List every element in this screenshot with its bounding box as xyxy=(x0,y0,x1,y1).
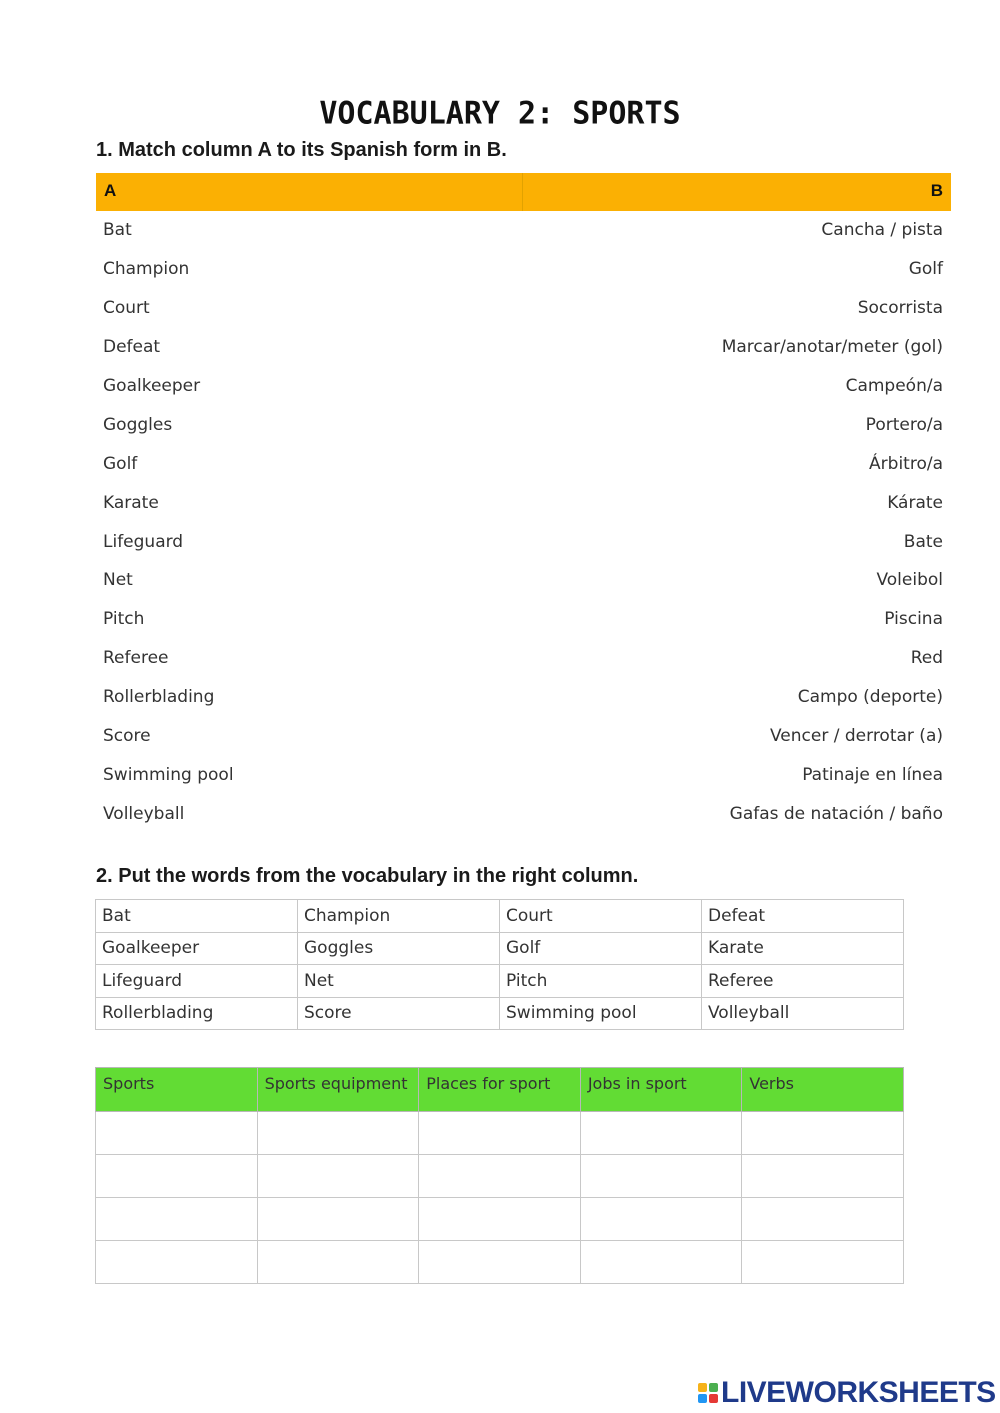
answer-cell[interactable] xyxy=(96,1198,258,1241)
word-bank-cell: Referee xyxy=(702,965,904,998)
answer-cell[interactable] xyxy=(257,1241,419,1284)
answer-cell[interactable] xyxy=(96,1155,258,1198)
match-row xyxy=(96,678,951,717)
word-bank-cell: Rollerblading xyxy=(96,997,298,1030)
spanish-word: Marcar/anotar/meter (gol) xyxy=(721,337,943,358)
word-bank-row xyxy=(96,965,904,998)
spanish-word: Patinaje en línea xyxy=(802,764,943,785)
page-title: VOCABULARY 2: SPORTS xyxy=(319,95,681,132)
word-bank-cell: Court xyxy=(500,900,702,933)
section2-heading: 2. Put the words from the vocabulary in the right column. xyxy=(96,865,639,887)
english-word: Referee xyxy=(103,648,169,669)
logo-square-2 xyxy=(709,1383,718,1392)
match-table xyxy=(96,173,951,833)
answer-cell[interactable] xyxy=(742,1241,904,1284)
word-bank-cell: Volleyball xyxy=(702,997,904,1030)
english-word: Volleyball xyxy=(103,803,185,824)
spanish-word: Golf xyxy=(908,259,943,280)
answer-cell[interactable] xyxy=(257,1198,419,1241)
word-bank-row xyxy=(96,932,904,965)
match-row xyxy=(96,717,951,756)
category-header: Jobs in sport xyxy=(580,1068,742,1112)
answer-cell[interactable] xyxy=(419,1198,581,1241)
column-b-header: B xyxy=(930,181,943,200)
english-word: Lifeguard xyxy=(103,531,184,552)
logo-square-4 xyxy=(709,1394,718,1403)
match-row xyxy=(96,328,951,367)
english-word: Karate xyxy=(103,492,159,513)
word-bank-table xyxy=(95,899,904,1030)
answer-cell[interactable] xyxy=(419,1112,581,1155)
english-word: Goggles xyxy=(103,414,173,435)
match-row xyxy=(96,639,951,678)
answer-row xyxy=(96,1198,904,1241)
spanish-word: Piscina xyxy=(884,609,943,630)
category-header: Sports xyxy=(96,1068,258,1112)
word-bank-cell: Golf xyxy=(500,932,702,965)
spanish-word: Vencer / derrotar (a) xyxy=(770,726,943,747)
logo-text: LIVEWORKSHEETS xyxy=(721,1376,996,1409)
english-word: Champion xyxy=(103,259,190,280)
column-a-header: A xyxy=(96,173,523,211)
category-header: Places for sport xyxy=(419,1068,581,1112)
spanish-word: Cancha / pista xyxy=(821,220,943,241)
answer-row xyxy=(96,1112,904,1155)
english-word: Defeat xyxy=(103,337,161,358)
english-word: Swimming pool xyxy=(103,764,234,785)
answer-cell[interactable] xyxy=(96,1112,258,1155)
word-bank-cell: Goalkeeper xyxy=(96,932,298,965)
answer-cell[interactable] xyxy=(580,1198,742,1241)
word-bank-cell: Lifeguard xyxy=(96,965,298,998)
english-word: Rollerblading xyxy=(103,687,215,708)
word-bank-cell: Swimming pool xyxy=(500,997,702,1030)
answer-cell[interactable] xyxy=(419,1155,581,1198)
match-row xyxy=(96,211,951,250)
category-header: Sports equipment xyxy=(257,1068,419,1112)
match-row xyxy=(96,522,951,561)
word-bank-row xyxy=(96,997,904,1030)
word-bank-cell: Defeat xyxy=(702,900,904,933)
english-word: Goalkeeper xyxy=(103,376,201,396)
english-word: Golf xyxy=(103,453,138,474)
match-table-header xyxy=(96,173,951,211)
match-row xyxy=(96,794,951,833)
answer-cell[interactable] xyxy=(580,1241,742,1284)
answer-row xyxy=(96,1241,904,1284)
match-row xyxy=(96,405,951,444)
english-word: Court xyxy=(103,298,150,319)
answer-cell[interactable] xyxy=(96,1241,258,1284)
answer-cell[interactable] xyxy=(580,1112,742,1155)
spanish-word: Bate xyxy=(903,531,943,552)
spanish-word: Campo (deporte) xyxy=(797,687,943,708)
match-table-body xyxy=(96,211,951,833)
spanish-word: Campeón/a xyxy=(845,376,943,396)
english-word: Bat xyxy=(103,220,132,241)
category-table xyxy=(95,1067,904,1284)
spanish-word: Red xyxy=(910,648,943,669)
answer-cell[interactable] xyxy=(257,1155,419,1198)
word-bank-cell: Pitch xyxy=(500,965,702,998)
answer-cell[interactable] xyxy=(257,1112,419,1155)
match-row xyxy=(96,367,951,406)
answer-cell[interactable] xyxy=(742,1155,904,1198)
word-bank-cell: Net xyxy=(298,965,500,998)
word-bank-cell: Karate xyxy=(702,932,904,965)
match-row xyxy=(96,250,951,289)
logo-square-3 xyxy=(698,1394,707,1403)
logo-icon xyxy=(698,1383,718,1403)
spanish-word: Portero/a xyxy=(865,414,943,435)
match-row xyxy=(96,483,951,522)
word-bank-cell: Champion xyxy=(298,900,500,933)
answer-cell[interactable] xyxy=(742,1198,904,1241)
liveworksheets-logo xyxy=(698,1376,996,1410)
logo-square-1 xyxy=(698,1383,707,1392)
spanish-word: Gafas de natación / baño xyxy=(729,803,943,824)
spanish-word: Árbitro/a xyxy=(869,453,943,474)
english-word: Score xyxy=(103,726,151,747)
answer-cell[interactable] xyxy=(419,1241,581,1284)
word-bank-cell: Bat xyxy=(96,900,298,933)
spanish-word: Kárate xyxy=(887,492,943,513)
word-bank-row xyxy=(96,900,904,933)
match-row xyxy=(96,561,951,600)
section1-heading: 1. Match column A to its Spanish form in B. xyxy=(96,139,507,161)
answer-row xyxy=(96,1155,904,1198)
answer-cell[interactable] xyxy=(742,1112,904,1155)
spanish-word: Voleibol xyxy=(876,570,943,591)
word-bank-cell: Goggles xyxy=(298,932,500,965)
match-row xyxy=(96,444,951,483)
spanish-word: Socorrista xyxy=(857,298,943,319)
english-word: Net xyxy=(103,570,133,591)
category-header: Verbs xyxy=(742,1068,904,1112)
match-row xyxy=(96,289,951,328)
match-row xyxy=(96,755,951,794)
word-bank-cell: Score xyxy=(298,997,500,1030)
answer-cell[interactable] xyxy=(580,1155,742,1198)
english-word: Pitch xyxy=(103,609,145,630)
match-row xyxy=(96,600,951,639)
